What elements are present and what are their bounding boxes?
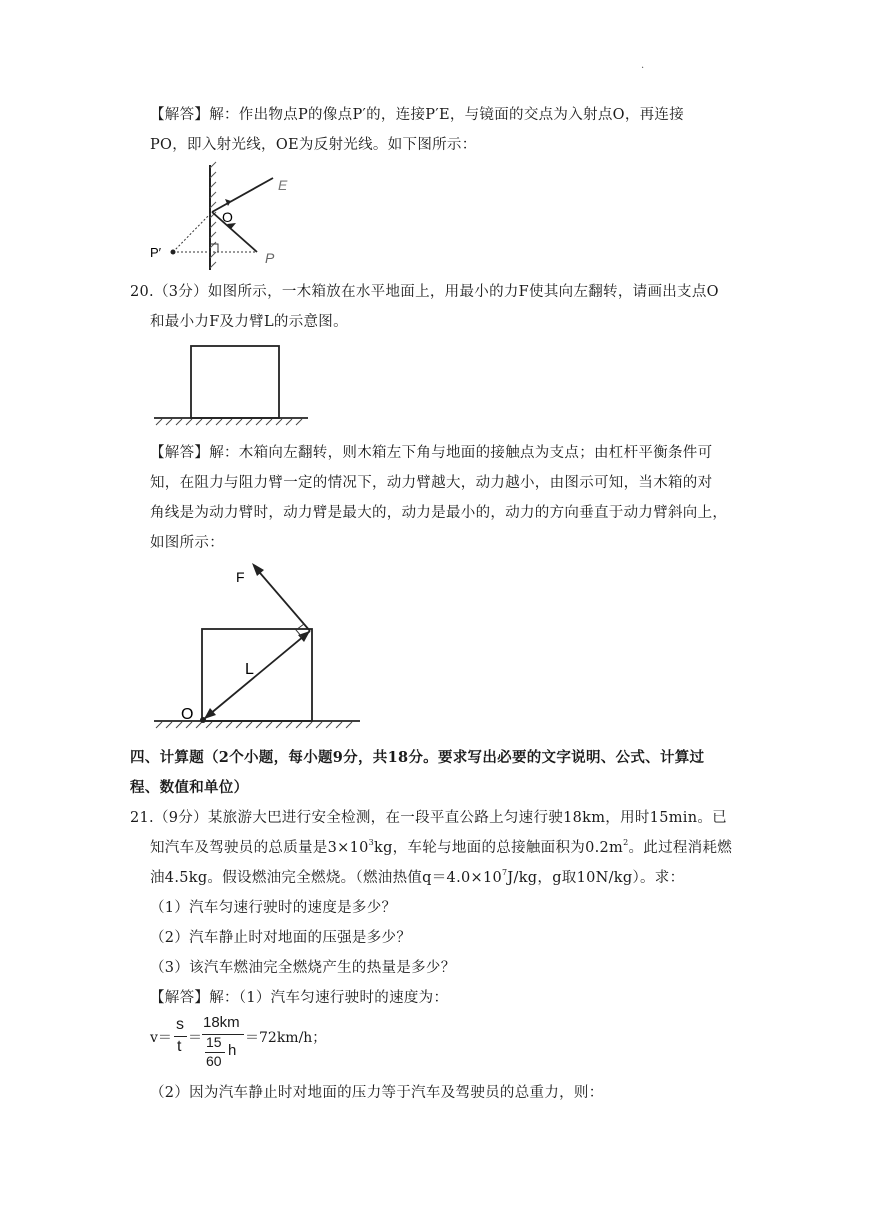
formula-bar-st (174, 1036, 187, 1037)
q21-answer-line-2: （2）因为汽车静止时对地面的压力等于汽车及驾驶员的总重力，则： (150, 1085, 604, 1101)
image-dotted-line (173, 212, 212, 252)
q20-line-2: 和最小力F及力臂L的示意图。 (150, 314, 348, 330)
lever-answer-figure (150, 558, 365, 738)
formula-eq: ＝ (188, 1030, 202, 1046)
label-L: L (245, 661, 254, 678)
q20-answer-line-1: 【解答】解：木箱向左翻转，则木箱左下角与地面的接触点为支点；由杠杆平衡条件可 (150, 445, 713, 461)
label-O: O (181, 706, 194, 723)
ground-hatching (156, 419, 302, 425)
reflected-ray (212, 178, 273, 212)
box (191, 346, 279, 418)
formula-s: s (176, 1016, 184, 1033)
q19-answer-line-2: PO，即入射光线，OE为反射光线。如下图所示： (150, 137, 477, 153)
q21-sub-2: （2）汽车静止时对地面的压强是多少？ (150, 930, 412, 946)
q20-answer-line-3: 角线是为动力臂时，动力臂是最大的，动力是最小的，动力的方向垂直于动力臂斜向上， (150, 505, 728, 521)
right-angle-mark (210, 244, 218, 252)
force-arrow (252, 563, 264, 576)
label-P-prime: P′ (150, 245, 162, 260)
incident-ray (212, 212, 257, 252)
mirror-reflection-figure (145, 160, 305, 275)
force-line (254, 566, 310, 631)
formula-den-den: 60 (206, 1053, 222, 1069)
image-point (171, 250, 176, 255)
formula-t: t (177, 1038, 182, 1055)
formula-den-unit: h (228, 1042, 237, 1059)
velocity-formula (150, 1014, 350, 1076)
formula-den-num: 15 (206, 1034, 222, 1050)
lever-arm-line (204, 631, 310, 719)
q21-answer-line-1: 【解答】解：（1）汽车匀速行驶时的速度为： (150, 990, 449, 1006)
box-on-ground-figure (150, 340, 310, 430)
q21-sub-3: （3）该汽车燃油完全燃烧产生的热量是多少？ (150, 960, 456, 976)
formula-num: 18km (203, 1014, 240, 1031)
section-4-line-2: 程、数值和单位） (130, 779, 249, 796)
pivot-point (200, 717, 206, 723)
label-P: P (265, 250, 275, 266)
q20-answer-line-4: 如图所示： (150, 535, 224, 551)
label-O: O (222, 209, 233, 225)
formula-result: ＝72km/h； (245, 1030, 327, 1046)
section-4-line-1: 四、计算题（2个小题，每小题9分，共18分。要求写出必要的文字说明、公式、计算过 (130, 749, 705, 766)
q20-answer-line-2: 知，在阻力与阻力臂一定的情况下，动力臂越大，动力越小，由图示可知，当木箱的对 (150, 475, 713, 491)
q20-line-1: 20.（3分）如图所示，一木箱放在水平地面上，用最小的力F使其向左翻转，请画出支点O (130, 284, 719, 300)
q21-sub-1: （1）汽车匀速行驶时的速度是多少？ (150, 900, 397, 916)
q21-line-3: 油4.5kg。假设燃油完全燃烧。（燃油热值$q=4.0\times 10^7J/kg$，g取10N/kg）。求： (150, 868, 685, 886)
formula-v: v＝ (150, 1030, 172, 1046)
header-dot: . (641, 60, 645, 71)
q19-answer-line-1: 【解答】解：作出物点P的像点P′的，连接P′E，与镜面的交点为入射点O，再连接 (150, 107, 685, 123)
q21-line-1: 21.（9分）某旅游大巴进行安全检测，在一段平直公路上匀速行驶18km，用时15min。已 (130, 810, 727, 826)
label-E: E (278, 177, 288, 193)
label-F: F (236, 569, 245, 585)
q21-line-2: 知汽车及驾驶员的总质量是$3\times 10^3kg$，车轮与地面的总接触面积为$0.2m^2$。此过程消耗燃 (150, 838, 733, 856)
